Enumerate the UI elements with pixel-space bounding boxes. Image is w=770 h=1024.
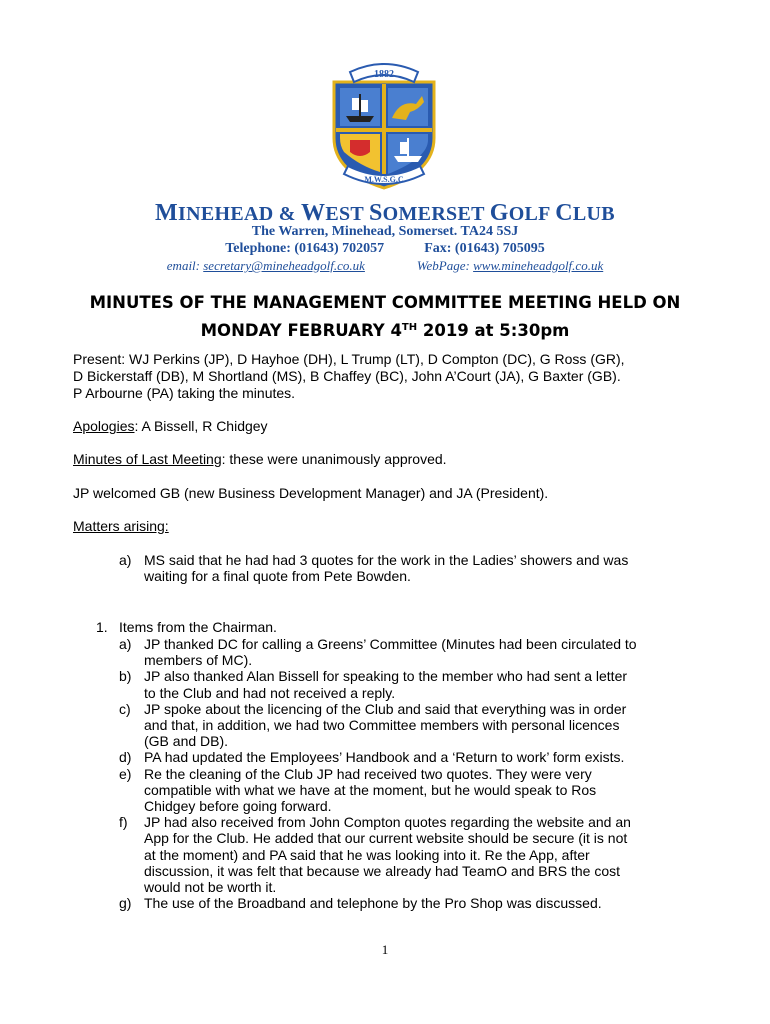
- apologies: Apologies: A Bissell, R Chidgey: [73, 418, 268, 434]
- club-name-heading: MINEHEAD & WEST SOMERSET GOLF CLUB: [155, 200, 615, 226]
- email-link[interactable]: secretary@mineheadgolf.co.uk: [203, 258, 365, 273]
- minutes-title-line1: MINUTES OF THE MANAGEMENT COMMITTEE MEETING HELD ON: [89, 293, 681, 312]
- welcome-paragraph: JP welcomed GB (new Business Development Manager) and JA (President).: [73, 485, 549, 501]
- club-crest-logo: [322, 60, 446, 194]
- page-number: 1: [381, 942, 389, 957]
- crest-year: 1882: [374, 69, 394, 80]
- website-link[interactable]: www.mineheadgolf.co.uk: [473, 258, 604, 273]
- present-list: Present: WJ Perkins (JP), D Hayhoe (DH), L Trump (LT), D Compton (DC), G Ross (GR), D Bickerstaff (DB), M Shortland (MS), B Chaffey (BC), John A’Court (JA), G Baxter (GB). P Arbourne (PA) taking the minutes.: [73, 351, 625, 401]
- minutes-title-line2: MONDAY FEBRUARY 4TH 2019 at 5:30pm: [200, 321, 570, 340]
- club-address: The Warren, Minehead, Somerset. TA24 5SJ: [251, 224, 519, 239]
- minutes-of-last-meeting: Minutes of Last Meeting: these were unanimously approved.: [73, 451, 447, 467]
- matters-arising-heading: Matters arising:: [73, 518, 169, 534]
- club-phone-fax: [0, 241, 770, 257]
- fax: Fax: (01643) 705095: [424, 241, 545, 256]
- crest-initials: M.W.S.G.C: [364, 175, 404, 184]
- telephone: Telephone: (01643) 702057: [225, 241, 385, 256]
- contact-line: email: secretary@mineheadgolf.co.uk WebPage: www.mineheadgolf.co.uk: [166, 258, 604, 273]
